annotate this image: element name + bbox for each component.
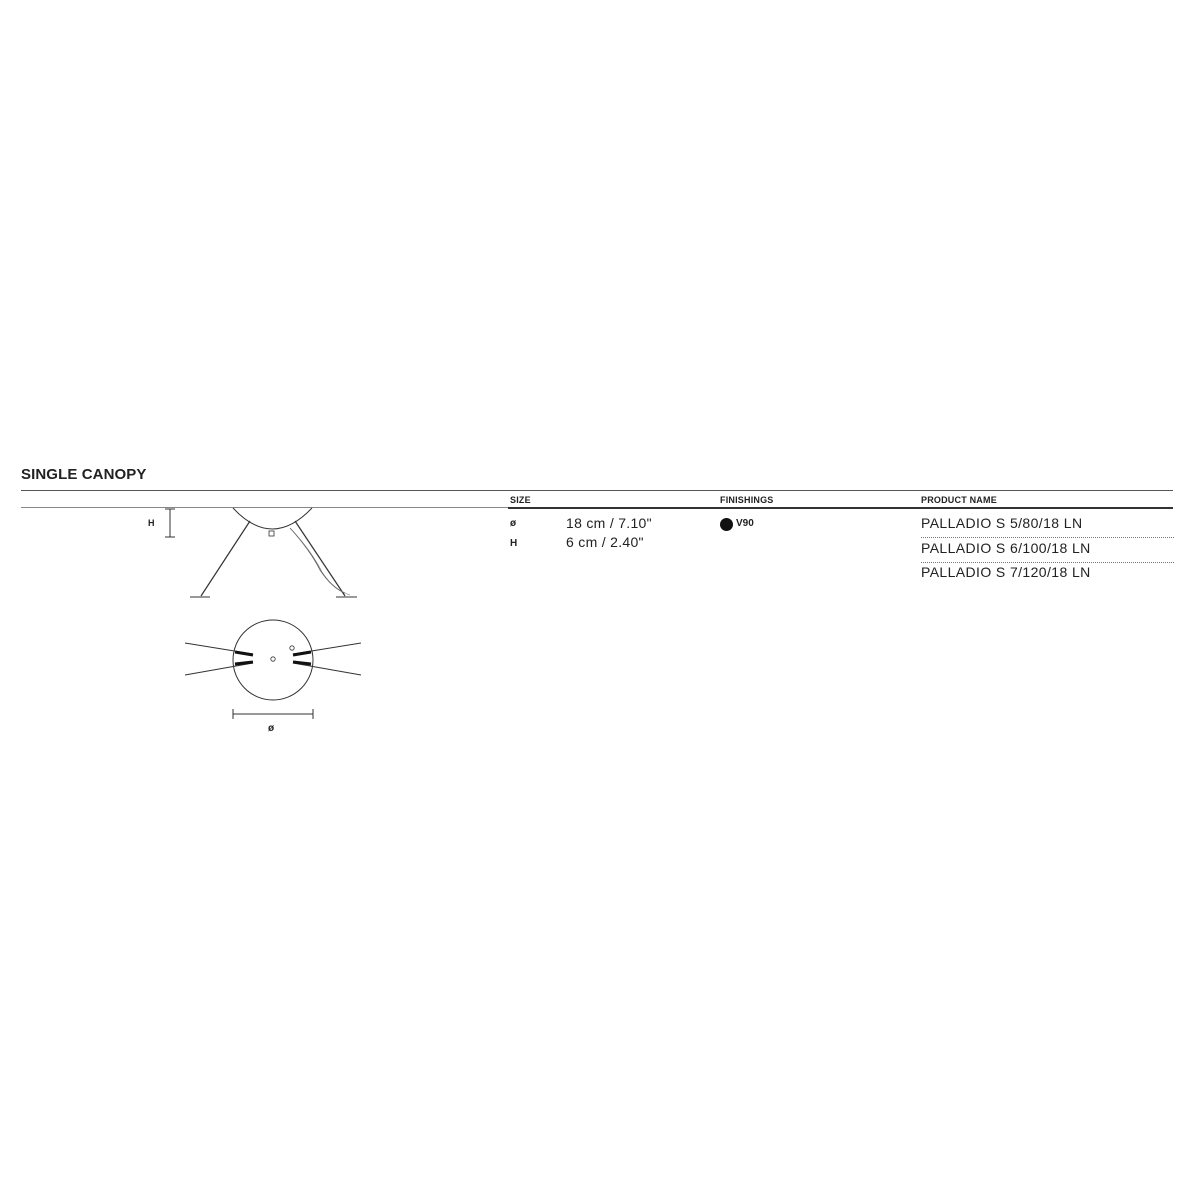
finishings-column-header: FINISHINGS <box>720 495 774 505</box>
diameter-key: ø <box>510 518 517 529</box>
product-name-3: PALLADIO S 7/120/18 LN <box>921 564 1091 580</box>
height-value: 6 cm / 2.40" <box>566 534 644 550</box>
diameter-label: ø <box>268 723 275 734</box>
diameter-value: 18 cm / 7.10" <box>566 515 652 531</box>
height-key: H <box>510 538 518 549</box>
diameter-dimension <box>233 709 313 719</box>
canopy-technical-drawing <box>140 500 380 740</box>
top-divider <box>21 490 1173 491</box>
section-title: SINGLE CANOPY <box>21 466 147 483</box>
finish-swatch <box>720 518 733 531</box>
size-column-header: SIZE <box>510 495 531 505</box>
height-label: H <box>148 518 155 528</box>
product-name-2: PALLADIO S 6/100/18 LN <box>921 538 1174 563</box>
left-cable <box>201 521 250 596</box>
canopy-dome <box>233 508 312 529</box>
canopy-top-view <box>233 620 313 700</box>
finish-code: V90 <box>736 518 754 529</box>
height-dimension <box>165 509 175 537</box>
product-name-1: PALLADIO S 5/80/18 LN <box>921 513 1174 538</box>
right-cable <box>295 521 345 596</box>
table-header-rule <box>508 507 1173 509</box>
product-name-column-header: PRODUCT NAME <box>921 495 997 505</box>
